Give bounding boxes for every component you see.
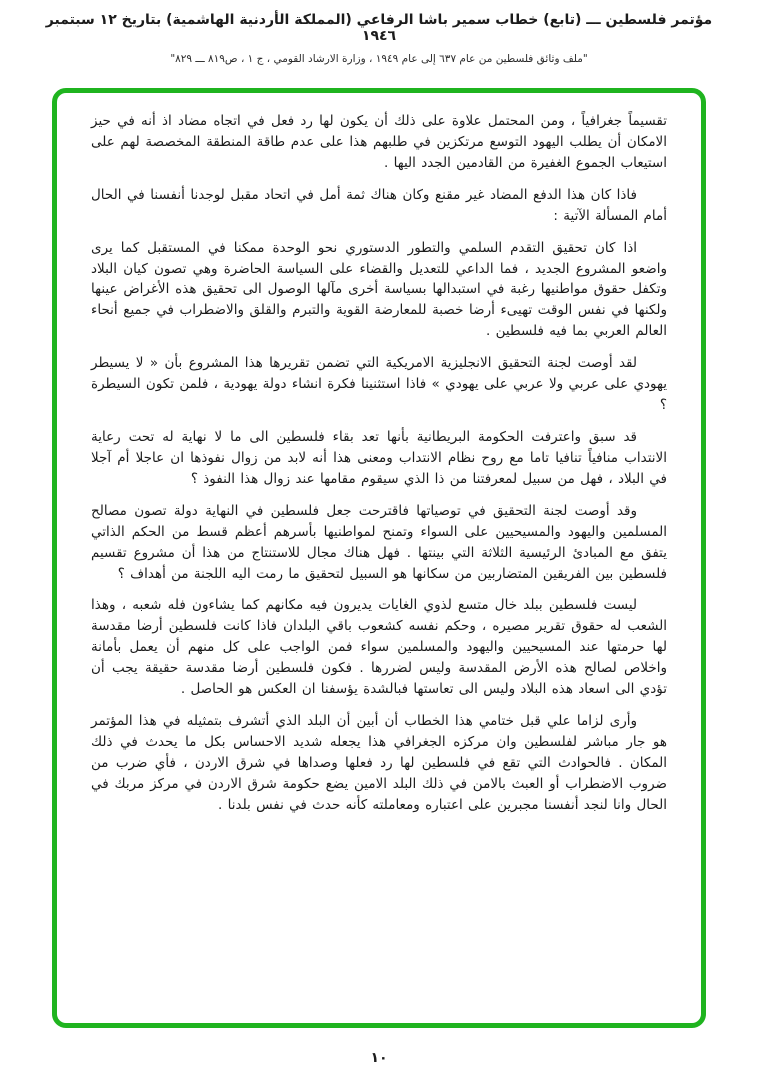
paragraph-1: تقسيماً جغرافياً ، ومن المحتمل علاوة على ذلك أن يكون لها رد فعل في اتجاه مضاد اذ أنه في حيز الامكان أن يطلب اليهود التوسع مرتكزين في طلبهم هذا على عدم طاقة المنطقة المخصصة لهم على استيعاب الجموع الغفيرة من القادمين الجدد اليها . [91,113,667,171]
body-text [91,111,667,816]
paragraph-6: وقد أوصت لجنة التحقيق في توصياتها فاقترحت جعل فلسطين في النهاية دولة تصون مصالح المسلمين واليهود والمسيحيين على السواء وتمنح لمواطنيها بأسرهم أعظم قسط من الحكم الذاتي يتفق مع المبادئ الرئيسية الثلاثة التي بينتها . فهل هناك مجال للاستنتاج من هذا أن مشروع تقسيم فلسطين بين الفريقين المتضاربين من سكانها هو السبيل لتحقيق ما رمت اليه اللجنة من أهداف ؟ [91,502,667,582]
paragraph-3: اذا كان تحقيق التقدم السلمي والتطور الدستوري نحو الوحدة ممكنا في المستقبل كما يرى واضعو المشروع الجديد ، فما الداعي للتعديل والقضاء على السياسة الحاضرة وهي تصون كيان البلاد وتكفل حقوق مواطنيها رغبة في استبدالها بسياسة أخرى مآلها الوصول الى تحقيق هذه الأغراض عينها ولكنها في نفس الوقت تهيىء أرضا خصبة للمعارضة القوية والتبرم والقلق والاضطراب في جميع أنحاء العالم العربي بما فيه فلسطين . [91,239,667,340]
paragraph-2: فاذا كان هذا الدفع المضاد غير مقنع وكان هناك ثمة أمل في اتحاد مقبل لوجدنا أنفسنا في الحال أمام المسألة الآتية : [91,186,667,224]
paragraph-7: ليست فلسطين ببلد خال متسع لذوي الغايات يديرون فيه مكانهم كما يشاءون فله شعبه ، وهذا الشعب له حقوق تقرير مصيره ، وحكم نفسه كشعوب باقي البلدان فاذا كانت فلسطين أرضا مقدسة لها حرمتها عند المسيحيين واليهود والمسلمين سواء فمن الواجب على كل منهم أن يعمل بأمانة واخلاص لصالح هذه الأرض المقدسة وليس لضررها . فكون فلسطين أرضا مقدسة حقيقة يجب أن تؤدي الى اسعاد هذه البلاد وليس الى تعاستها فبالشدة يؤسفنا ان العكس هو الحاصل . [91,597,667,698]
paragraph-8: وأرى لزاما علي قبل ختامي هذا الخطاب أن أبين أن البلد الذي أتشرف بتمثيله في هذا المؤتمر هو جار مباشر لفلسطين وان مركزه الجغرافي هذا يجعله شديد الاحساس بكل ما يحدث في ذلك المكان . فالحوادث التي تقع في فلسطين لها رد فعلها وصداها في شرق الاردن ، فأي ضرب من ضروب الاضطراب أو العبث بالامن في ذلك البلد الامين يضع حكومة شرق الاردن في مركز مربك في الحال وانا لنجد أنفسنا مجبرين على اعتباره ومعاملته كأنه حدث في نفس بلدنا . [91,713,667,813]
page-title: مؤتمر فلسطين ـــ (تابع) خطاب سمير باشا الرفاعي (المملكة الأردنية الهاشمية) بتاريخ ١٢ سبتمبر ١٩٤٦ [45,12,713,44]
content-frame [52,88,706,1028]
source-citation: "ملف وثائق فلسطين من عام ٦٣٧ إلى عام ١٩٤٩ ، وزارة الارشاد القومي ، ج ١ ، ص٨١٩ ـــ ٨٢٩" [170,53,588,65]
page-number: ١٠ [370,1050,388,1066]
paragraph-5: قد سبق واعترفت الحكومة البريطانية بأنها تعد بقاء فلسطين الى ما لا نهاية له تحت رعاية الانتداب منافياً تنافيا تاما مع روح نظام الانتداب ومعنى هذا أنه لابد من زوال نفوذها ان عاجلا أم آجلا في البلاد ، فهل من سبيل لمعرفتنا من ذا الذي سيقوم مقامها عند زوال هذا النفوذ ؟ [91,428,667,487]
paragraph-4: لقد أوصت لجنة التحقيق الانجليزية الامريكية التي تضمن تقريرها هذا المشروع بأن « لا يسيطر يهودي على عربي ولا عربي على يهودي » فاذا استثنينا فكرة انشاء دولة يهودية ، فلمن تكون السيطرة ؟ [91,355,667,414]
